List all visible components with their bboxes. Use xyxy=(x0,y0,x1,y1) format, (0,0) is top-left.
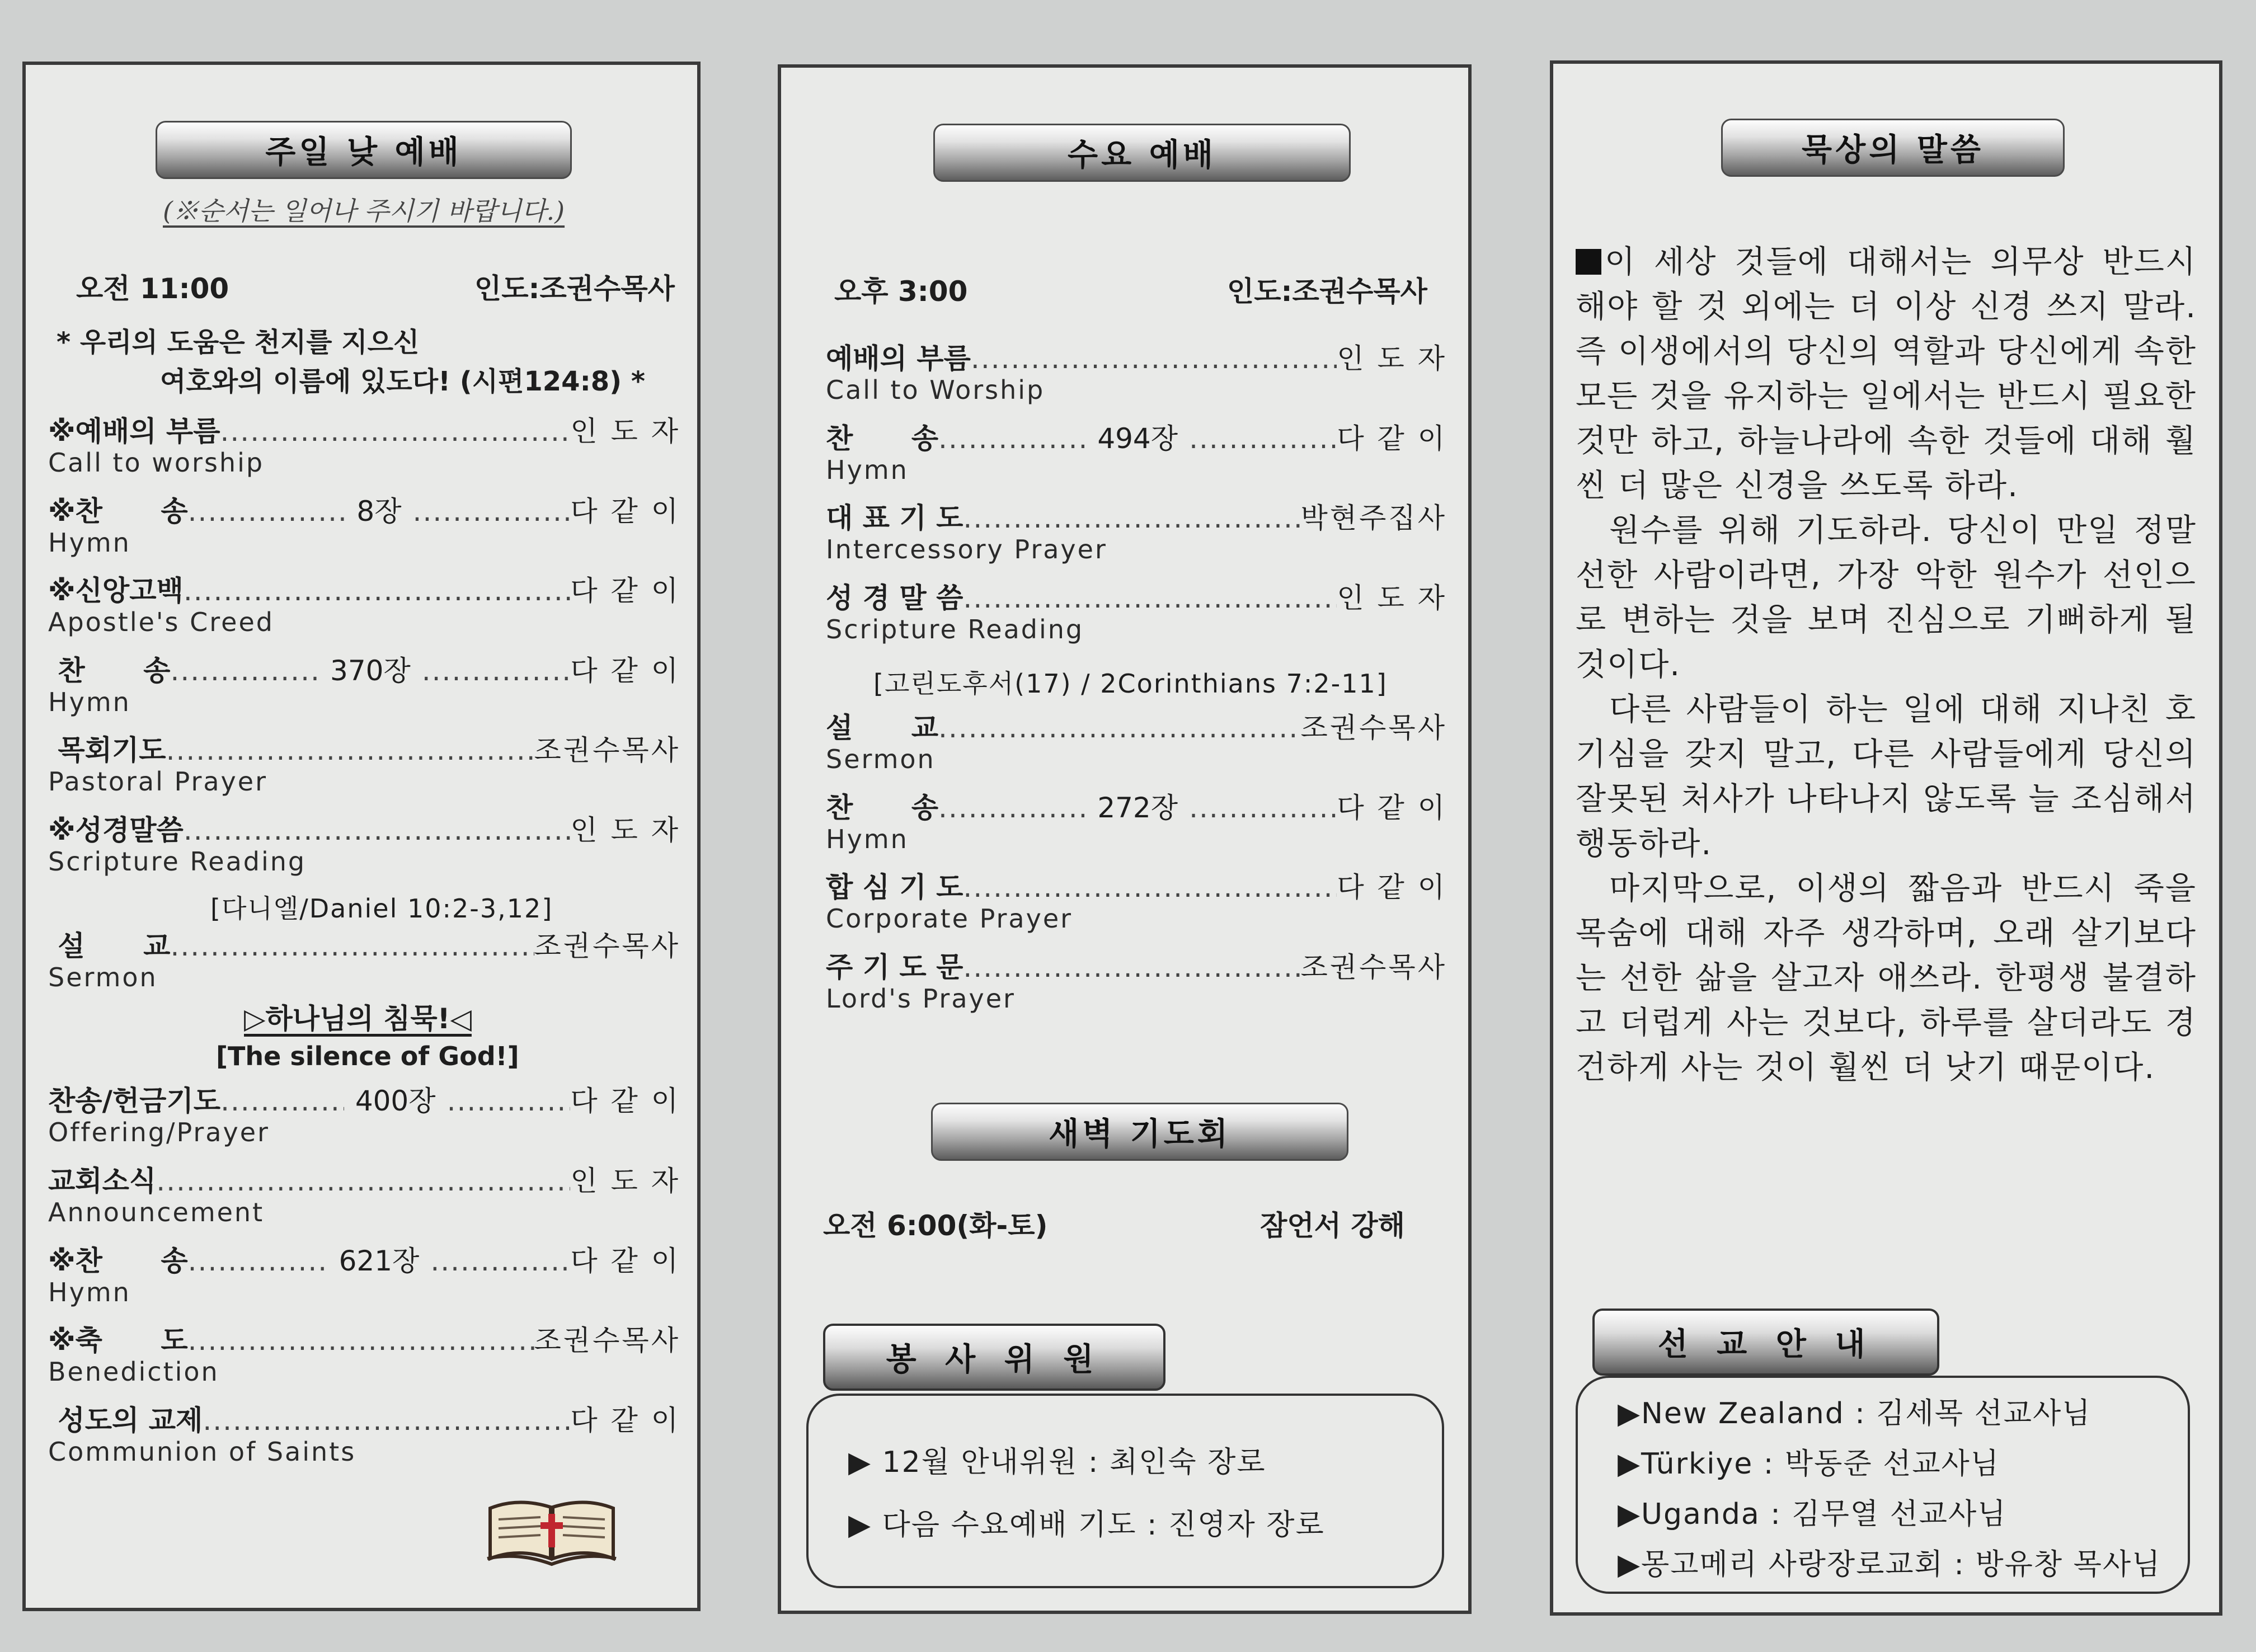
hymn-number: 370장 xyxy=(330,655,411,687)
order-item-label: 찬 송 xyxy=(826,422,939,455)
order-item xyxy=(48,1164,680,1227)
dawn-info-row xyxy=(823,1203,1405,1244)
order-item xyxy=(826,950,1447,1013)
order-item-label: 대 표 기 도 xyxy=(826,502,964,534)
order-item xyxy=(826,711,1447,774)
order-item-english: Sermon xyxy=(48,962,158,992)
standing-note: (※순서는 일어나 주시기 바랍니다.) xyxy=(163,196,565,226)
order-item-line xyxy=(826,791,1447,825)
dawn-topic: 잠언서 강해 xyxy=(1260,1209,1405,1242)
order-item xyxy=(48,574,680,637)
mission-line-4: ▶몽고메리 사랑장로교회 : 방유창 목사님 xyxy=(1618,1548,2161,1582)
order-item-line xyxy=(826,711,1447,745)
order-item-line xyxy=(48,1404,680,1437)
order-item-english: Offering/Prayer xyxy=(48,1117,270,1147)
order-item xyxy=(826,342,1447,404)
order-item-line xyxy=(826,950,1447,984)
order-item-line xyxy=(48,813,680,847)
order-item xyxy=(48,813,680,876)
dot-leader xyxy=(938,422,1086,455)
order-item-line xyxy=(48,495,680,528)
order-item xyxy=(48,415,680,477)
order-item-label: 성도의 교제 xyxy=(48,1404,203,1437)
dot-leader xyxy=(170,654,319,688)
order-item-label: ※찬 송 xyxy=(48,495,188,528)
order-item-english: Pastoral Prayer xyxy=(48,766,267,797)
order-item-person: 조권수목사 xyxy=(534,930,680,962)
meditation-paragraph-3: 다른 사람들이 하는 일에 대해 지나친 호기심을 갖지 말고, 다른 사람들에게 당신의 잘못된 처사가 나타나지 않도록 늘 조심해서 행동하라. xyxy=(1576,691,2197,862)
order-item-line xyxy=(826,870,1447,904)
order-item-person: 조권수목사 xyxy=(1300,951,1447,983)
wednesday-time: 오후 3:00 xyxy=(834,275,968,308)
order-item-person: 다 같 이 xyxy=(1337,871,1447,903)
sunday-time: 오전 11:00 xyxy=(76,272,229,305)
wednesday-info-row xyxy=(834,269,1427,309)
order-item-person: 조권수목사 xyxy=(1300,712,1447,744)
hymn-number: 400장 xyxy=(355,1085,436,1117)
order-item-person: 다 같 이 xyxy=(570,1245,680,1277)
dawn-prayer-title: 새벽 기도회 xyxy=(931,1103,1348,1161)
order-item-label: 찬송/헌금기도 xyxy=(48,1085,221,1117)
order-item-label: ※축 도 xyxy=(48,1324,188,1357)
order-item-label: 성 경 말 씀 xyxy=(826,582,964,614)
order-item-person: 박현주집사 xyxy=(1300,502,1447,534)
wednesday-leader: 인도:조권수목사 xyxy=(1226,275,1427,308)
dot-leader xyxy=(220,415,571,448)
order-item-english: Hymn xyxy=(48,687,131,717)
order-item-line xyxy=(826,422,1447,455)
order-item-english: Scripture Reading xyxy=(48,846,307,877)
dot-leader xyxy=(963,870,1337,904)
order-item xyxy=(826,422,1447,484)
order-item-person: 인 도 자 xyxy=(570,415,680,448)
hymn-number: 494장 xyxy=(1097,422,1178,455)
order-item-english: Scripture Reading xyxy=(826,614,1084,644)
order-item-english: Call to Worship xyxy=(826,375,1045,405)
volunteer-line-2: ▶ 다음 수요예배 기도 : 진영자 장로 xyxy=(848,1508,1325,1542)
panel-meditation xyxy=(1550,60,2222,1616)
order-item xyxy=(48,929,680,992)
order-item-label: 합 심 기 도 xyxy=(826,871,964,903)
order-item-label: ※찬 송 xyxy=(48,1245,188,1277)
volunteer-box xyxy=(806,1394,1444,1588)
order-item xyxy=(48,1244,680,1307)
order-item-line xyxy=(826,342,1447,375)
dot-leader xyxy=(422,654,571,688)
order-item-label: 목회기도 xyxy=(48,734,166,766)
meditation-text xyxy=(1576,240,2197,1090)
order-item-line xyxy=(48,733,680,767)
dot-leader xyxy=(938,791,1086,825)
sermon-title-english: [The silence of God!] xyxy=(216,1041,519,1071)
order-item-line xyxy=(48,1084,680,1118)
mission-line-3: ▶Uganda : 김무열 선교사님 xyxy=(1618,1498,2007,1531)
meditation-paragraph-2: 원수를 위해 기도하라. 당신이 만일 정말 선한 사람이라면, 가장 악한 원수가 선인으로 변하는 것을 보며 진심으로 기뻐하게 될 것이다. xyxy=(1576,512,2197,683)
order-item-label: 설 교 xyxy=(48,930,171,962)
order-item-label: 교회소식 xyxy=(48,1165,157,1197)
dot-leader xyxy=(188,495,346,528)
order-item-line xyxy=(48,1244,680,1278)
order-item-line xyxy=(48,1164,680,1198)
panel-sunday-service xyxy=(22,62,701,1611)
order-item-person: 다 같 이 xyxy=(570,1404,680,1437)
order-item-english: Hymn xyxy=(48,1277,131,1307)
wednesday-scripture-ref: [고린도후서(17) / 2Corinthians 7:2-11] xyxy=(873,669,1388,699)
order-item-english: Corporate Prayer xyxy=(826,903,1073,934)
dot-leader xyxy=(166,733,534,767)
order-item-label: 설 교 xyxy=(826,712,939,744)
dot-leader xyxy=(413,495,571,528)
order-item-label: ※성경말씀 xyxy=(48,814,184,846)
hymn-number: 621장 xyxy=(339,1245,420,1277)
sunday-leader: 인도:조권수목사 xyxy=(474,272,675,305)
sunday-info-row xyxy=(76,266,675,307)
order-item-person: 인 도 자 xyxy=(570,814,680,846)
order-item xyxy=(826,791,1447,854)
order-item-person: 다 같 이 xyxy=(570,1085,680,1117)
bible-book-icon xyxy=(485,1491,619,1570)
dot-leader xyxy=(971,342,1337,375)
order-item-line xyxy=(48,415,680,448)
hymn-number: 8장 xyxy=(356,495,402,528)
order-item-english: Apostle's Creed xyxy=(48,607,274,637)
order-item xyxy=(48,1084,680,1147)
order-item-line xyxy=(48,654,680,688)
order-item-person: 조권수목사 xyxy=(534,734,680,766)
dot-leader xyxy=(938,711,1300,745)
order-item-label: 예배의 부름 xyxy=(826,342,971,375)
dot-leader xyxy=(188,1244,328,1278)
order-item-line xyxy=(826,581,1447,615)
order-item-label: 찬 송 xyxy=(48,655,171,687)
order-item xyxy=(826,870,1447,933)
order-item-person: 인 도 자 xyxy=(1337,342,1447,375)
mission-title: 선 교 안 내 xyxy=(1592,1309,1939,1376)
order-item-english: Lord's Prayer xyxy=(826,983,1016,1014)
order-item-label: ※예배의 부름 xyxy=(48,415,220,448)
sunday-service-title: 주일 낮 예배 xyxy=(156,121,572,179)
dawn-time: 오전 6:00(화-토) xyxy=(823,1209,1048,1242)
order-item xyxy=(48,733,680,796)
mission-line-2: ▶Türkiye : 박동준 선교사님 xyxy=(1618,1447,2000,1481)
order-item-person: 인 도 자 xyxy=(570,1165,680,1197)
dot-leader xyxy=(170,929,534,963)
order-item-person: 다 같 이 xyxy=(570,575,680,607)
order-item xyxy=(48,1404,680,1466)
order-item-english: Intercessory Prayer xyxy=(826,534,1107,564)
panel-wednesday-service xyxy=(778,64,1472,1614)
order-item xyxy=(48,654,680,717)
hymn-number: 272장 xyxy=(1097,792,1178,824)
dot-leader xyxy=(203,1404,570,1437)
order-item xyxy=(48,1324,680,1386)
volunteer-line-1: ▶ 12월 안내위원 : 최인숙 장로 xyxy=(848,1446,1266,1479)
wednesday-service-title: 수요 예배 xyxy=(933,124,1351,182)
order-item-person: 다 같 이 xyxy=(1337,422,1447,455)
dot-leader xyxy=(156,1164,570,1198)
dot-leader xyxy=(1189,422,1337,455)
order-item xyxy=(826,581,1447,644)
order-item-line xyxy=(826,501,1447,535)
dot-leader xyxy=(188,1324,534,1357)
order-item xyxy=(48,495,680,557)
sunday-scripture-ref: [다니엘/Daniel 10:2-3,12] xyxy=(210,893,553,924)
order-item-english: Call to worship xyxy=(48,448,265,478)
order-item-person: 다 같 이 xyxy=(570,655,681,687)
order-item-line xyxy=(48,929,680,963)
order-item-person: 다 같 이 xyxy=(570,495,680,528)
order-item-english: Communion of Saints xyxy=(48,1437,356,1467)
dot-leader xyxy=(963,501,1300,535)
sermon-title-korean: ▷하나님의 침묵!◁ xyxy=(244,1003,472,1035)
dot-leader xyxy=(184,813,571,847)
dot-leader xyxy=(430,1244,570,1278)
dot-leader xyxy=(1189,791,1337,825)
order-item-label: ※신앙고백 xyxy=(48,575,184,607)
order-item xyxy=(826,501,1447,564)
meditation-title: 묵상의 말씀 xyxy=(1721,119,2065,177)
order-item-english: Hymn xyxy=(826,455,909,485)
mission-line-1: ▶New Zealand : 김세목 선교사님 xyxy=(1618,1397,2092,1430)
dot-leader xyxy=(963,581,1337,615)
order-item-line xyxy=(48,574,680,608)
square-bullet-icon xyxy=(1576,249,1601,275)
dot-leader xyxy=(963,950,1300,984)
order-item-line xyxy=(48,1324,680,1357)
dot-leader xyxy=(184,574,571,608)
opening-verse-line-2: 여호와의 이름에 있도다! (시편124:8) * xyxy=(160,366,645,397)
order-item-label: 찬 송 xyxy=(826,792,939,824)
opening-verse-line-1: * 우리의 도움은 천지를 지으신 xyxy=(57,327,420,358)
order-item-english: Benediction xyxy=(48,1357,219,1387)
order-item-english: Announcement xyxy=(48,1197,265,1227)
order-item-english: Hymn xyxy=(48,528,131,558)
meditation-paragraph-4: 마지막으로, 이생의 짧음과 반드시 죽을 목숨에 대해 자주 생각하며, 오래 살기보다는 선한 삶을 살고자 애쓰라. 한평생 불결하고 더럽게 사는 것보다, 하루를 살더라도 경건하게 사는 것이 훨씬 더 낫기 때문이다. xyxy=(1576,870,2197,1086)
dot-leader xyxy=(447,1084,571,1118)
meditation-paragraph-1: 이 세상 것들에 대해서는 의무상 반드시 해야 할 것 외에는 더 이상 신경 쓰지 말라. 즉 이생에서의 당신의 역할과 당신에게 속한 모든 것을 유지하는 일에서는 반드시 필요한 것만 하고, 하늘나라에 속한 것들에 대해 훨씬 더 많은 신경을 쓰도록 하라. xyxy=(1576,244,2197,504)
order-item-person: 조권수목사 xyxy=(534,1324,680,1357)
dot-leader xyxy=(220,1084,344,1118)
order-item-english: Sermon xyxy=(826,744,936,774)
order-item-person: 인 도 자 xyxy=(1337,582,1447,614)
order-item-person: 다 같 이 xyxy=(1337,792,1447,824)
volunteer-title: 봉 사 위 원 xyxy=(823,1324,1165,1391)
order-item-english: Hymn xyxy=(826,824,909,854)
order-item-label: 주 기 도 문 xyxy=(826,951,964,983)
